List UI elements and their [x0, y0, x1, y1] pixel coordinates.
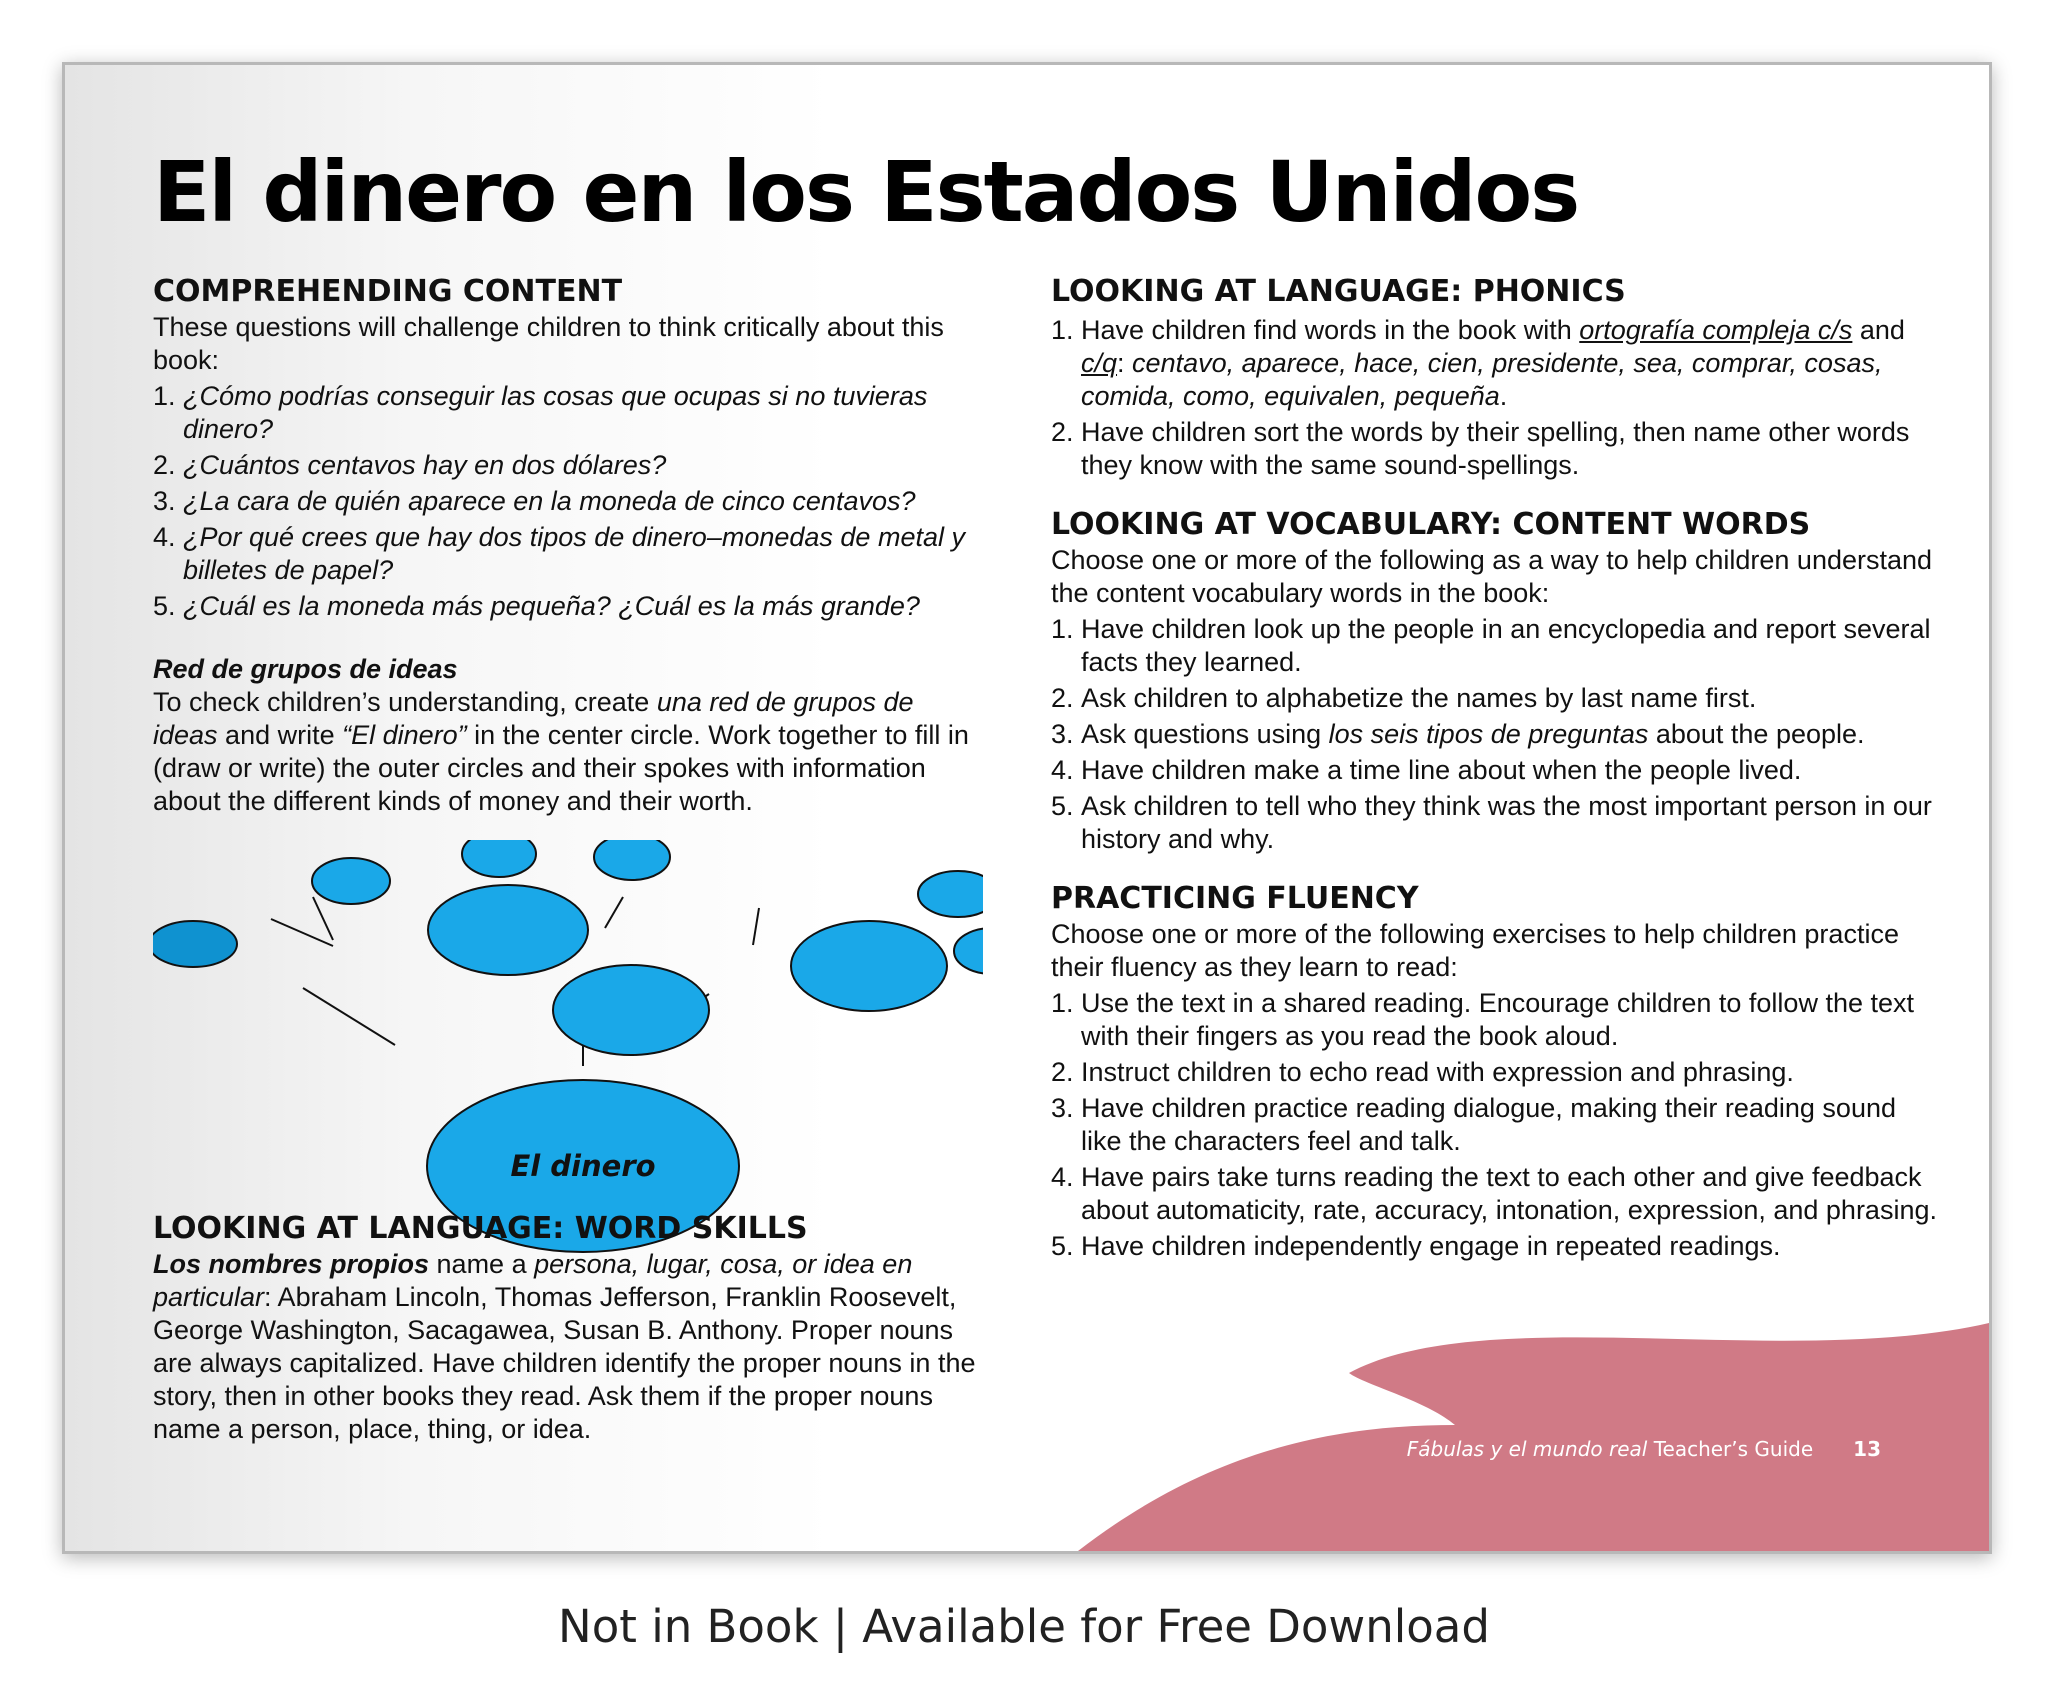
list-item: 5. Ask children to tell who they think was the most important person in our history and why.: [1051, 791, 1932, 854]
web-outer-circle: [462, 840, 536, 877]
list-item: 4. ¿Por qué crees que hay dos tipos de dinero–monedas de metal y billetes de papel?: [153, 522, 965, 585]
right-column: [1051, 273, 1941, 1263]
download-caption: Not in Book | Available for Free Download: [558, 1600, 1490, 1653]
word-skills-paragraph: Los nombres propios name a persona, lugar, cosa, or idea en particular: Abraham Lincoln, Thomas Jefferson, Franklin Roosevelt, George Washington, Sacagawea, Susan B. Anthony. Proper nouns are always capitalized. Have children identify the proper nouns in the story, then in other books they read. Ask them if the proper nouns name a person, place, thing, or idea.: [153, 1249, 976, 1444]
list-item: 1. Have children look up the people in an encyclopedia and report several facts they learned.: [1051, 614, 1931, 677]
word-skills-section: [153, 1210, 983, 1446]
web-outer-circle: [553, 965, 709, 1055]
idea-web-diagram: [153, 840, 983, 1270]
list-item: 5. ¿Cuál es la moneda más pequeña? ¿Cuál es la más grande?: [153, 591, 920, 621]
list-item: 1. Use the text in a shared reading. Encourage children to follow the text with their fingers as you read the book aloud.: [1051, 988, 1914, 1051]
word-skills-heading: LOOKING AT LANGUAGE: WORD SKILLS: [153, 1211, 808, 1246]
list-item: 3. Ask questions using los seis tipos de preguntas about the people.: [1051, 719, 1865, 749]
fluency-intro: Choose one or more of the following exercises to help children practice their fluency as they learn to read:: [1051, 919, 1899, 982]
web-outer-circle: [954, 928, 983, 974]
vocabulary-list: [1051, 613, 1941, 856]
page-number: 13: [1853, 1437, 1881, 1461]
fluency-list: [1051, 987, 1941, 1263]
guide-page: [62, 62, 1992, 1554]
list-item: 2. ¿Cuántos centavos hay en dos dólares?: [153, 450, 667, 480]
list-item: 3. Have children practice reading dialogue, making their reading sound like the characters feel and talk.: [1051, 1093, 1896, 1156]
list-item: 4. Have children make a time line about when the people lived.: [1051, 755, 1802, 785]
vocabulary-heading: LOOKING AT VOCABULARY: CONTENT WORDS: [1051, 507, 1811, 542]
list-item: 3. ¿La cara de quién aparece en la moneda de cinco centavos?: [153, 486, 916, 516]
vocabulary-intro: Choose one or more of the following as a way to help children understand the content vocabulary words in the book:: [1051, 545, 1933, 608]
list-item: 2. Instruct children to echo read with expression and phrasing.: [1051, 1057, 1794, 1087]
comprehending-intro: These questions will challenge children to think critically about this book:: [153, 312, 944, 375]
comprehending-heading: COMPREHENDING CONTENT: [153, 274, 623, 309]
web-outer-circle: [791, 921, 947, 1011]
page-footer: [1407, 1437, 1881, 1461]
page-title: El dinero en los Estados Unidos: [153, 143, 1579, 241]
list-item: 2. Ask children to alphabetize the names by last name first.: [1051, 683, 1757, 713]
list-item: 5. Have children independently engage in repeated readings.: [1051, 1231, 1781, 1261]
list-item: 4. Have pairs take turns reading the text to each other and give feedback about automaticity, rate, accuracy, intonation, expression, and phrasing.: [1051, 1162, 1937, 1225]
phonics-heading: LOOKING AT LANGUAGE: PHONICS: [1051, 274, 1626, 309]
list-item: 2. Have children sort the words by their spelling, then name other words they know with the same sound-spellings.: [1051, 417, 1910, 480]
phonics-list: [1051, 314, 1941, 482]
fluency-heading: PRACTICING FLUENCY: [1051, 881, 1419, 916]
web-outer-circle: [153, 921, 237, 967]
red-subheading: Red de grupos de ideas: [153, 654, 458, 684]
footer-guide: Teacher’s Guide: [1647, 1437, 1814, 1461]
web-outer-circle: [918, 871, 983, 917]
left-column: [153, 273, 983, 818]
web-outer-circle: [428, 885, 588, 975]
list-item: 1. ¿Cómo podrías conseguir las cosas que ocupas si no tuvieras dinero?: [153, 381, 928, 444]
web-outer-circle: [594, 840, 670, 880]
comprehending-questions: [153, 380, 983, 623]
web-center-label: El dinero: [510, 1149, 656, 1183]
red-paragraph: To check children’s understanding, create una red de grupos de ideas and write “El dinero” in the center circle. Work together to fill in (draw or write) the outer circles and their spokes with information about the different kinds of money and their worth.: [153, 687, 969, 816]
web-outer-circle: [312, 858, 390, 904]
list-item: 1. Have children find words in the book with ortografía compleja c/s and c/q: centavo, aparece, hace, cien, presidente, sea, comprar, cosas, comida, como, equivalen, pequeña.: [1051, 315, 1905, 411]
footer-series: Fábulas y el mundo real: [1406, 1437, 1648, 1461]
